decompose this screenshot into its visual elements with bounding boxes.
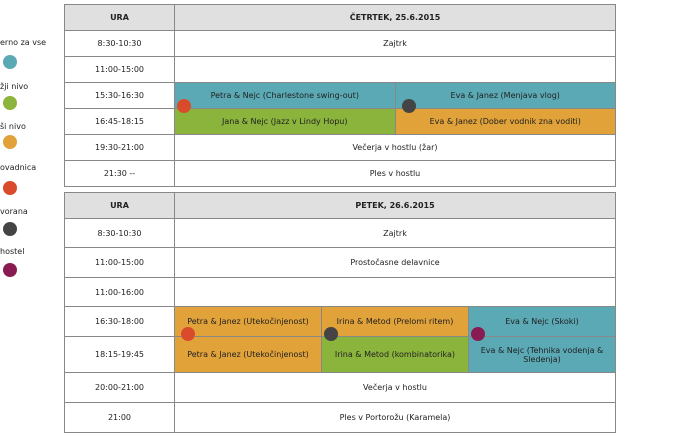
- friday-schedule-table: [64, 192, 616, 433]
- workshop-label: Irina & Metod (Prelomi ritem): [336, 317, 454, 326]
- workshop-cell: Irina & Metod (kombinatorika): [322, 337, 469, 373]
- header-time: URA: [65, 5, 175, 31]
- table-row: [65, 307, 616, 337]
- workshop-cell: Eva & Janez (Dober vodnik zna voditi): [395, 109, 616, 135]
- header-day: ČETRTEK, 25.6.2015: [175, 5, 616, 31]
- workshop-cell: [175, 307, 322, 337]
- legend-label-lower-level: žji nivo: [0, 82, 29, 91]
- legend-label-hostel: hostel: [0, 247, 25, 256]
- time-cell: 8:30-10:30: [65, 31, 175, 57]
- time-cell: 20:00-21:00: [65, 373, 175, 403]
- table-row: [65, 161, 616, 187]
- header-day: PETEK, 26.6.2015: [175, 193, 616, 219]
- time-cell: 18:15-19:45: [65, 337, 175, 373]
- workshop-label: Petra & Nejc (Charlestone swing-out): [210, 91, 359, 100]
- legend-dot-orange: [3, 135, 17, 149]
- time-cell: 15:30-16:30: [65, 83, 175, 109]
- event-cell: Zajtrk: [175, 31, 616, 57]
- time-cell: 11:00-15:00: [65, 57, 175, 83]
- workshop-cell: Eva & Nejc (Tehnika vodenja & Sledenja): [469, 337, 616, 373]
- time-cell: 16:45-18:15: [65, 109, 175, 135]
- workshop-label: Petra & Janez (Utekočinjenost): [187, 317, 309, 326]
- location-marker-dark: [324, 327, 338, 341]
- thursday-schedule-table: [64, 4, 616, 187]
- workshop-cell: Petra & Janez (Utekočinjenost): [175, 337, 322, 373]
- event-cell: Prostočasne delavnice: [175, 248, 616, 278]
- workshop-label: Eva & Janez (Menjava vlog): [450, 91, 560, 100]
- legend-label-all-levels: erno za vse: [0, 38, 47, 47]
- table-row: [65, 109, 616, 135]
- table-row: [65, 403, 616, 433]
- table-row: [65, 135, 616, 161]
- table-row: [65, 219, 616, 248]
- event-cell: [175, 57, 616, 83]
- legend-label-vorana: vorana: [0, 207, 28, 216]
- time-cell: 16:30-18:00: [65, 307, 175, 337]
- legend-label-higher-level: ši nivo: [0, 122, 26, 131]
- event-cell: [175, 278, 616, 307]
- location-marker-red: [177, 99, 191, 113]
- event-cell: Ples v hostlu: [175, 161, 616, 187]
- legend-dot-teal: [3, 55, 17, 69]
- time-cell: 21:00: [65, 403, 175, 433]
- table-row: [65, 337, 616, 373]
- workshop-cell: [395, 83, 616, 109]
- event-cell: Večerja v hostlu (žar): [175, 135, 616, 161]
- time-cell: 21:30 --: [65, 161, 175, 187]
- legend-dot-red: [3, 181, 17, 195]
- table-row: [65, 83, 616, 109]
- location-marker-purple: [471, 327, 485, 341]
- workshop-cell: Jana & Nejc (Jazz v Lindy Hopu): [175, 109, 396, 135]
- workshop-cell: [469, 307, 616, 337]
- event-cell: Ples v Portorožu (Karamela): [175, 403, 616, 433]
- table-row: [65, 248, 616, 278]
- table-row: [65, 57, 616, 83]
- table-row: [65, 278, 616, 307]
- legend-dot-dark: [3, 222, 17, 236]
- workshop-cell: [322, 307, 469, 337]
- table-row: [65, 373, 616, 403]
- time-cell: 11:00-16:00: [65, 278, 175, 307]
- location-marker-dark: [402, 99, 416, 113]
- time-cell: 11:00-15:00: [65, 248, 175, 278]
- table-header-row: [65, 193, 616, 219]
- event-cell: Zajtrk: [175, 219, 616, 248]
- time-cell: 19:30-21:00: [65, 135, 175, 161]
- legend-label-ovadnica: ovadnica: [0, 163, 37, 172]
- event-cell: Večerja v hostlu: [175, 373, 616, 403]
- workshop-label: Eva & Nejc (Skoki): [505, 317, 579, 326]
- workshop-cell: [175, 83, 396, 109]
- legend-dot-purple: [3, 263, 17, 277]
- legend-dot-green: [3, 96, 17, 110]
- table-row: [65, 31, 616, 57]
- time-cell: 8:30-10:30: [65, 219, 175, 248]
- location-marker-red: [181, 327, 195, 341]
- table-header-row: [65, 5, 616, 31]
- header-time: URA: [65, 193, 175, 219]
